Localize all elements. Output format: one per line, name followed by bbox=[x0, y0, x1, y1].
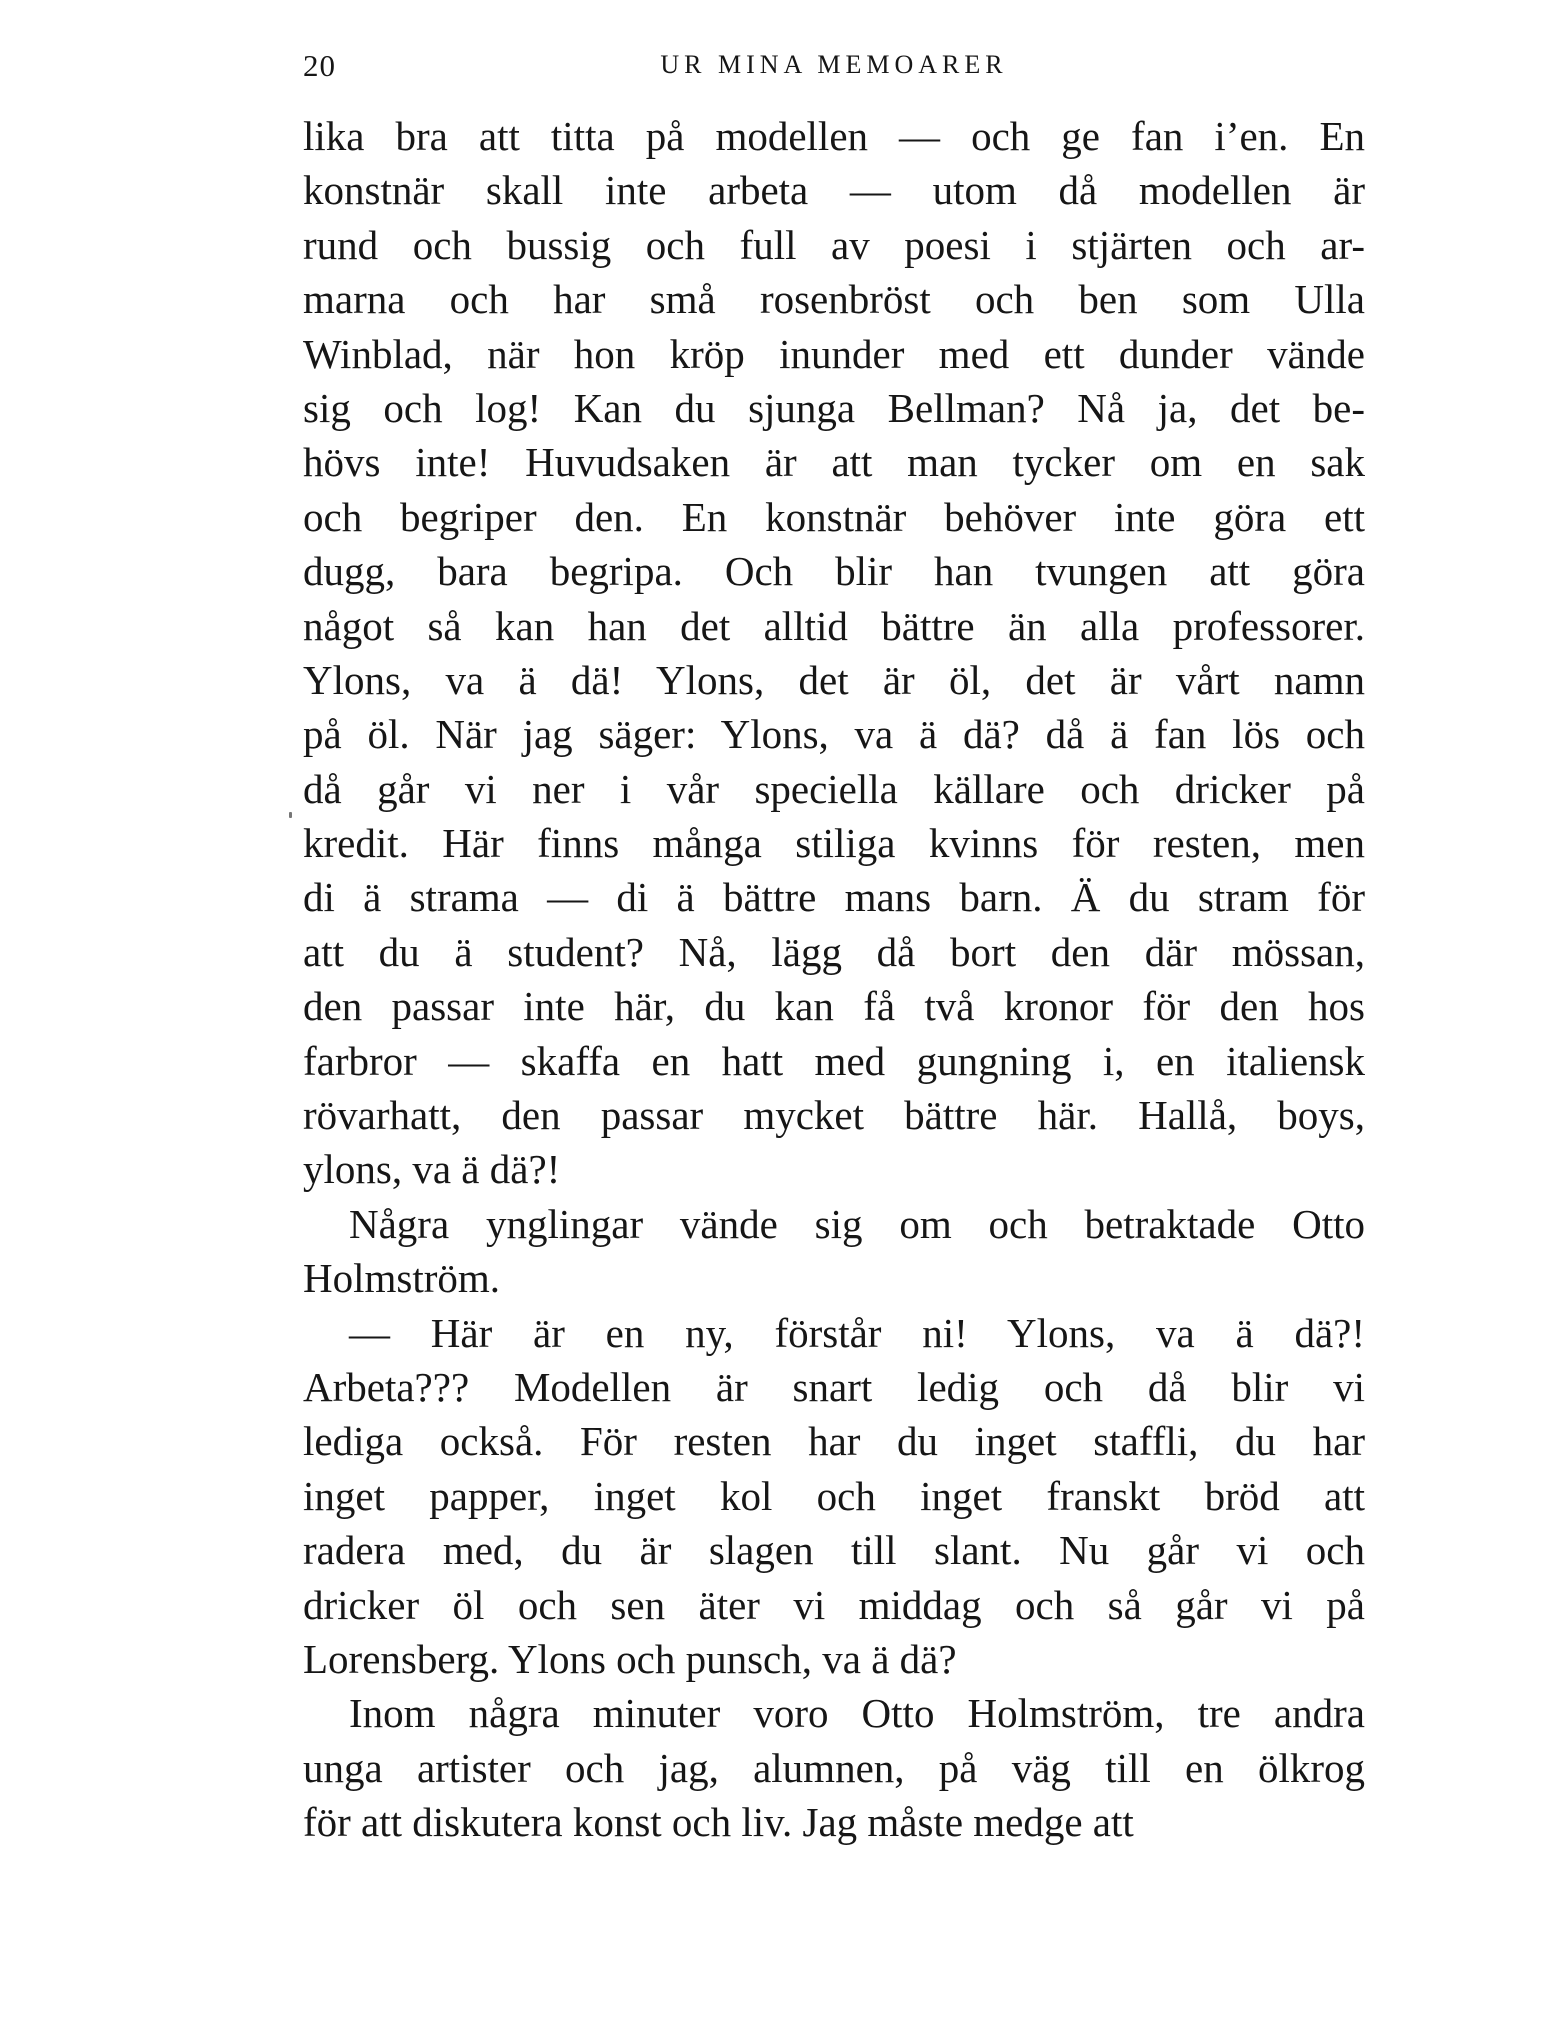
paragraph-text bbox=[303, 1686, 1365, 1849]
paragraph bbox=[303, 109, 1365, 1197]
text-line: något så kan han det alltid bättre än alla professorer. bbox=[303, 602, 1365, 649]
text-line: Holmström. bbox=[303, 1255, 501, 1302]
text-line: rövarhatt, den passar mycket bättre här. Hallå, boys, bbox=[303, 1092, 1365, 1139]
text-line: marna och har små rosenbröst och ben som Ulla bbox=[303, 276, 1365, 323]
text-line: dricker öl och sen äter vi middag och så går vi på bbox=[303, 1581, 1365, 1628]
paragraph bbox=[303, 1306, 1365, 1687]
text-line: då går vi ner i vår speciella källare och dricker på bbox=[303, 765, 1365, 812]
margin-mark bbox=[289, 812, 292, 818]
page-number: 20 bbox=[303, 48, 336, 83]
text-line: dugg, bara begripa. Och blir han tvungen att göra bbox=[303, 548, 1365, 595]
text-line: på öl. När jag säger: Ylons, va ä dä? då ä fan lös och bbox=[303, 711, 1365, 758]
text-line: hövs inte! Huvudsaken är att man tycker om en sak bbox=[303, 439, 1365, 486]
text-line: lika bra att titta på modellen — och ge fan i’en. En bbox=[303, 113, 1365, 159]
text-line: för att diskutera konst och liv. Jag måste medge att bbox=[303, 1799, 1134, 1846]
text-line: farbror — skaffa en hatt med gungning i, en italiensk bbox=[303, 1037, 1365, 1084]
text-line: Winblad, när hon kröp inunder med ett dunder vände bbox=[303, 330, 1365, 377]
text-line: sig och log! Kan du sjunga Bellman? Nå ja, det be- bbox=[303, 384, 1365, 431]
text-line: att du ä student? Nå, lägg då bort den där mössan, bbox=[303, 928, 1365, 975]
text-line: Några ynglingar vände sig om och betraktade Otto bbox=[349, 1200, 1365, 1247]
text-line: Inom några minuter voro Otto Holmström, tre andra bbox=[349, 1690, 1365, 1737]
text-line: den passar inte här, du kan få två kronor för den hos bbox=[303, 983, 1365, 1030]
text-line: Arbeta??? Modellen är snart ledig och då blir vi bbox=[303, 1363, 1365, 1410]
text-line: unga artister och jag, alumnen, på väg till en ölkrog bbox=[303, 1744, 1365, 1791]
text-line: lediga också. För resten har du inget staffli, du har bbox=[303, 1418, 1365, 1465]
text-line: ylons, va ä dä?! bbox=[303, 1146, 561, 1193]
text-line: di ä strama — di ä bättre mans barn. Ä du stram för bbox=[303, 874, 1365, 921]
text-line: inget papper, inget kol och inget franskt bröd att bbox=[303, 1472, 1365, 1519]
book-title: UR MINA MEMOARER bbox=[660, 50, 1008, 79]
text-line: och begriper den. En konstnär behöver inte göra ett bbox=[303, 493, 1365, 540]
text-line: Lorensberg. Ylons och punsch, va ä dä? bbox=[303, 1635, 957, 1682]
text-line: Ylons, va ä dä! Ylons, det är öl, det är vårt namn bbox=[303, 656, 1365, 703]
paragraph bbox=[303, 1197, 1365, 1306]
text-line: rund och bussig och full av poesi i stjärten och ar- bbox=[303, 221, 1365, 268]
paragraph bbox=[303, 1686, 1365, 1849]
paragraph-text bbox=[303, 1306, 1365, 1687]
paragraph-text bbox=[303, 1197, 1365, 1306]
body-text bbox=[303, 109, 1365, 1850]
paragraph-text bbox=[303, 109, 1365, 1197]
text-line: — Här är en ny, förstår ni! Ylons, va ä dä?! bbox=[349, 1309, 1365, 1356]
text-line: konstnär skall inte arbeta — utom då modellen är bbox=[303, 167, 1365, 214]
text-line: radera med, du är slagen till slant. Nu går vi och bbox=[303, 1527, 1365, 1574]
running-head bbox=[303, 48, 1365, 88]
text-line: kredit. Här finns många stiliga kvinns för resten, men bbox=[303, 820, 1365, 867]
